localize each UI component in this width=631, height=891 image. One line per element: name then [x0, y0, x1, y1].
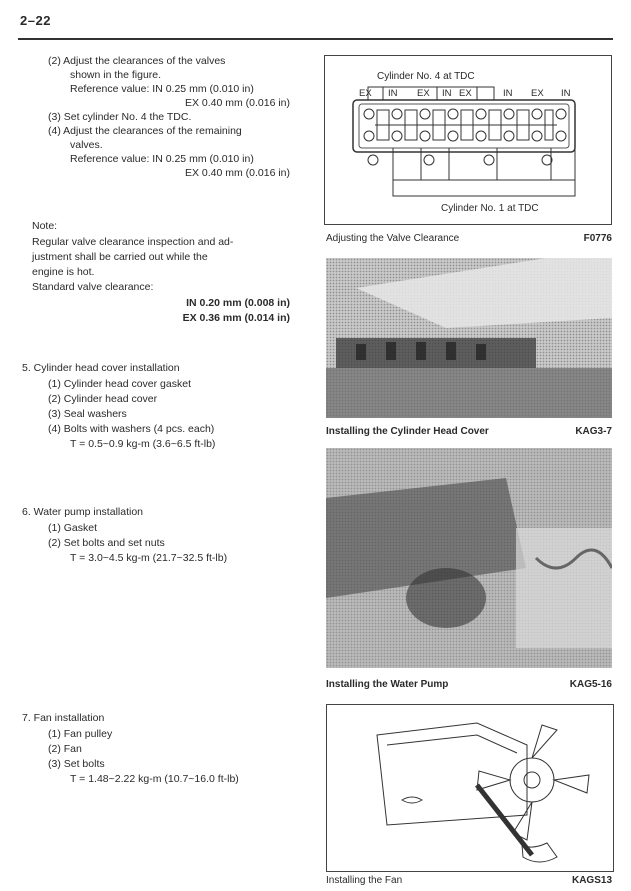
fan-center [524, 772, 540, 788]
pulley-detail [402, 797, 422, 803]
section-5-item: (1) Cylinder head cover gasket [48, 378, 191, 390]
fan-drawing-art [327, 705, 613, 871]
valve-label: EX [417, 88, 430, 99]
section-6-torque: T = 3.0~4.5 kg-m (21.7~32.5 ft-lb) [70, 552, 228, 564]
page-number: 2–22 [20, 13, 51, 28]
head-bolts [368, 155, 552, 165]
note-title: Note: [32, 220, 58, 232]
section-6-item: (1) Gasket [48, 522, 98, 534]
valve-label: EX [531, 88, 544, 99]
valve-label: IN [561, 88, 571, 99]
note-line-1: Regular valve clearance inspection and ad- [32, 236, 234, 248]
head-cover-photo [326, 258, 612, 418]
valve-label: EX [459, 88, 472, 99]
head-cover-photo-art [326, 258, 612, 418]
note-line-2: justment shall be carried out while the [32, 251, 208, 263]
step-2-text-cont: shown in the figure. [70, 69, 162, 81]
step-3-text: (3) Set cylinder No. 4 the TDC. [48, 111, 192, 123]
standard-clearance-in: IN 0.20 mm (0.008 in) [186, 297, 290, 309]
valve-label: IN [388, 88, 398, 99]
step-4-text: (4) Adjust the clearances of the remaining [48, 125, 242, 137]
fan-hub [510, 758, 554, 802]
reference-value-2-ex: EX 0.40 mm (0.016 in) [184, 167, 290, 179]
section-5-heading: 5. Cylinder head cover installation [22, 362, 180, 374]
standard-clearance-ex: EX 0.36 mm (0.014 in) [182, 312, 290, 324]
section-6-item: (2) Set bolts and set nuts [48, 537, 165, 549]
fan-code: KAGS13 [571, 875, 612, 886]
cylinder-1-tdc-label: Cylinder No. 1 at TDC [441, 203, 539, 214]
valve-label: IN [442, 88, 452, 99]
section-5-item: (2) Cylinder head cover [48, 393, 158, 405]
section-5-item: (4) Bolts with washers (4 pcs. each) [48, 423, 215, 435]
reference-value-1-ex: EX 0.40 mm (0.016 in) [184, 97, 290, 109]
fan-caption: Installing the Fan [326, 875, 403, 886]
section-7-item: (2) Fan [48, 743, 82, 755]
engine-detail [387, 735, 517, 753]
header-rule [18, 38, 613, 40]
valve-figure-caption: Adjusting the Valve Clearance [326, 233, 460, 244]
fan-installation-drawing [326, 704, 614, 872]
cyl4-bracket [368, 87, 494, 100]
standard-clearance-label: Standard valve clearance: [32, 281, 154, 293]
cylinder-head-outline [353, 100, 575, 152]
engine-block-outline [377, 723, 527, 825]
valve-label: EX [359, 88, 372, 99]
section-5-torque: T = 0.5~0.9 kg-m (3.6~6.5 ft-lb) [70, 438, 216, 450]
section-7-heading: 7. Fan installation [22, 712, 105, 724]
wrench-handle [477, 785, 532, 855]
step-2-text: (2) Adjust the clearances of the valves [48, 55, 226, 67]
water-pump-photo-art [326, 448, 612, 668]
section-7-torque: T = 1.48~2.22 kg-m (10.7~16.0 ft-lb) [70, 773, 239, 785]
reference-value-1: Reference value: IN 0.25 mm (0.010 in) [70, 83, 254, 95]
water-pump-caption: Installing the Water Pump [326, 679, 449, 690]
cylinder-4-tdc-label: Cylinder No. 4 at TDC [377, 71, 475, 82]
note-line-3: engine is hot. [32, 266, 95, 278]
section-5-item: (3) Seal washers [48, 408, 127, 420]
valve-clearance-diagram [324, 55, 612, 225]
head-cover-code: KAG3-7 [575, 426, 612, 437]
rocker-assemblies [364, 109, 566, 141]
water-pump-code: KAG5-16 [569, 679, 612, 690]
step-4-text-cont: valves. [70, 139, 103, 151]
section-6-heading: 6. Water pump installation [22, 506, 144, 518]
section-7-item: (1) Fan pulley [48, 728, 113, 740]
water-pump-photo [326, 448, 612, 668]
valve-label: IN [503, 88, 513, 99]
valve-figure-code: F0776 [583, 233, 612, 244]
head-cover-caption: Installing the Cylinder Head Cover [326, 426, 489, 437]
section-7-item: (3) Set bolts [48, 758, 105, 770]
reference-value-2: Reference value: IN 0.25 mm (0.010 in) [70, 153, 254, 165]
